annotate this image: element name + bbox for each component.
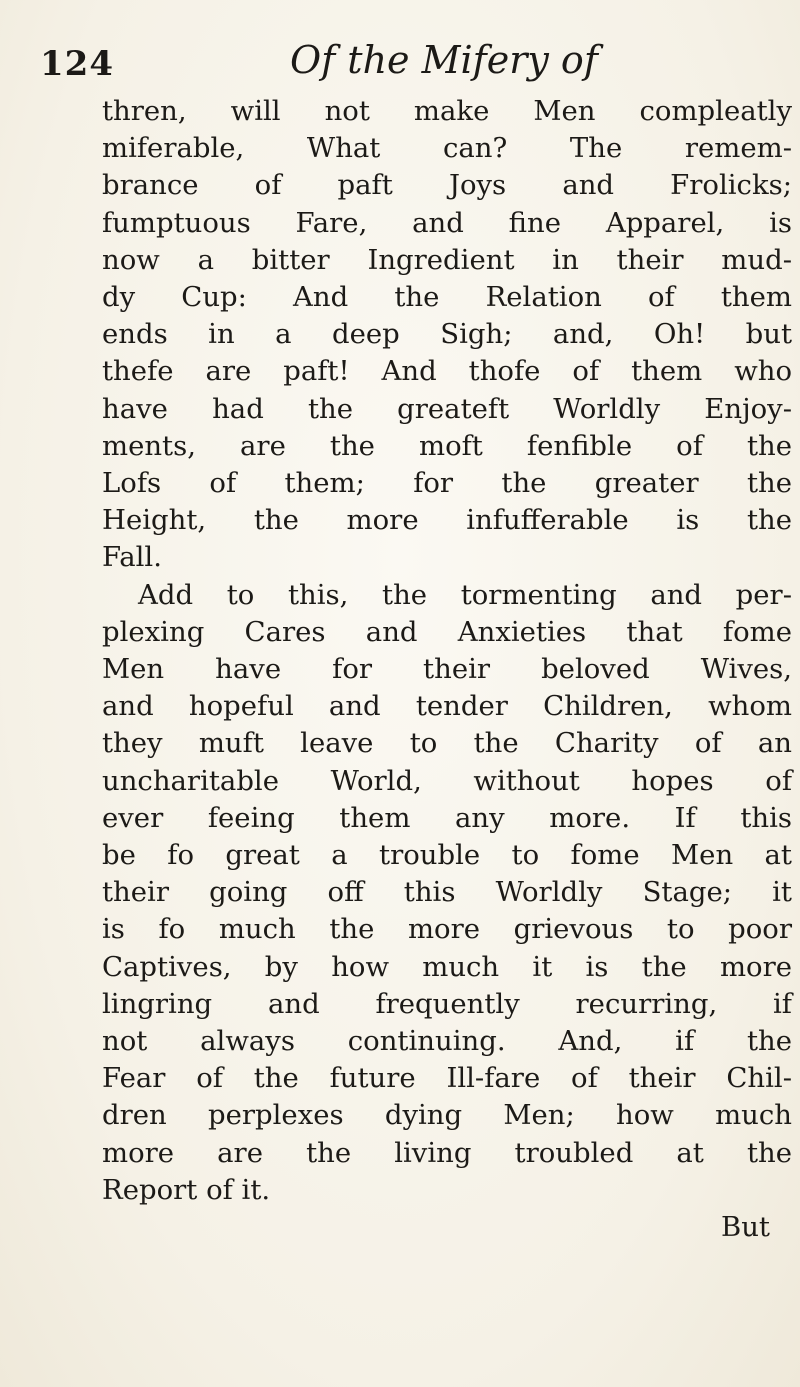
paragraph-start-line: Add to this, the tormenting and per- [138, 578, 792, 611]
text-line: Men have for their beloved Wives, [102, 653, 792, 686]
text-line: their going off this Worldly Stage; it [102, 876, 792, 909]
text-line: thren, will not make Men compleatly [102, 95, 792, 127]
text-line: more are the living troubled at the [102, 1136, 792, 1169]
text-line: thefe are paft! And thofe of them who [102, 355, 792, 388]
text-line: now a bitter Ingredient in their mud- [102, 243, 792, 276]
body-text [102, 93, 792, 1246]
text-line: they muft leave to the Charity of an [102, 727, 792, 760]
text-line: Lofs of them; for the greater the [102, 467, 792, 500]
text-line: fumptuous Fare, and fine Apparel, is [102, 206, 792, 239]
text-line: have had the greateft Worldly Enjoy- [102, 392, 792, 425]
text-line: is fo much the more grievous to poor [102, 913, 792, 946]
text-line: lingring and frequently recurring, if [102, 987, 792, 1020]
page-header [0, 30, 800, 90]
text-line: be fo great a trouble to fome Men at [102, 839, 792, 872]
text-line: ever feeing them any more. If this [102, 801, 792, 834]
text-line: dy Cup: And the Relation of them [102, 281, 792, 314]
text-line: plexing Cares and Anxieties that fome [102, 615, 792, 648]
text-line: Fear of the future Ill-fare of their Chil- [102, 1062, 792, 1095]
text-line: not always continuing. And, if the [102, 1025, 792, 1058]
text-line: Report of it. [102, 1173, 271, 1206]
text-line: ments, are the moft fenfible of the [102, 429, 792, 462]
text-line: Height, the more infufferable is the [102, 504, 792, 537]
text-line: and hopeful and tender Children, whom [102, 690, 792, 723]
catchword: But [721, 1211, 770, 1244]
text-line: dren perplexes dying Men; how much [102, 1099, 792, 1132]
running-title: Of the Mifery of [290, 38, 598, 82]
text-line: ends in a deep Sigh; and, Oh! but [102, 318, 792, 351]
text-line: uncharitable World, without hopes of [102, 764, 792, 797]
text-line: brance of paft Joys and Frolicks; [102, 169, 792, 202]
text-line: Fall. [102, 541, 162, 574]
text-line: Captives, by how much it is the more [102, 950, 792, 983]
page-number: 124 [40, 44, 114, 84]
text-line: miferable, What can? The remem- [102, 132, 792, 165]
